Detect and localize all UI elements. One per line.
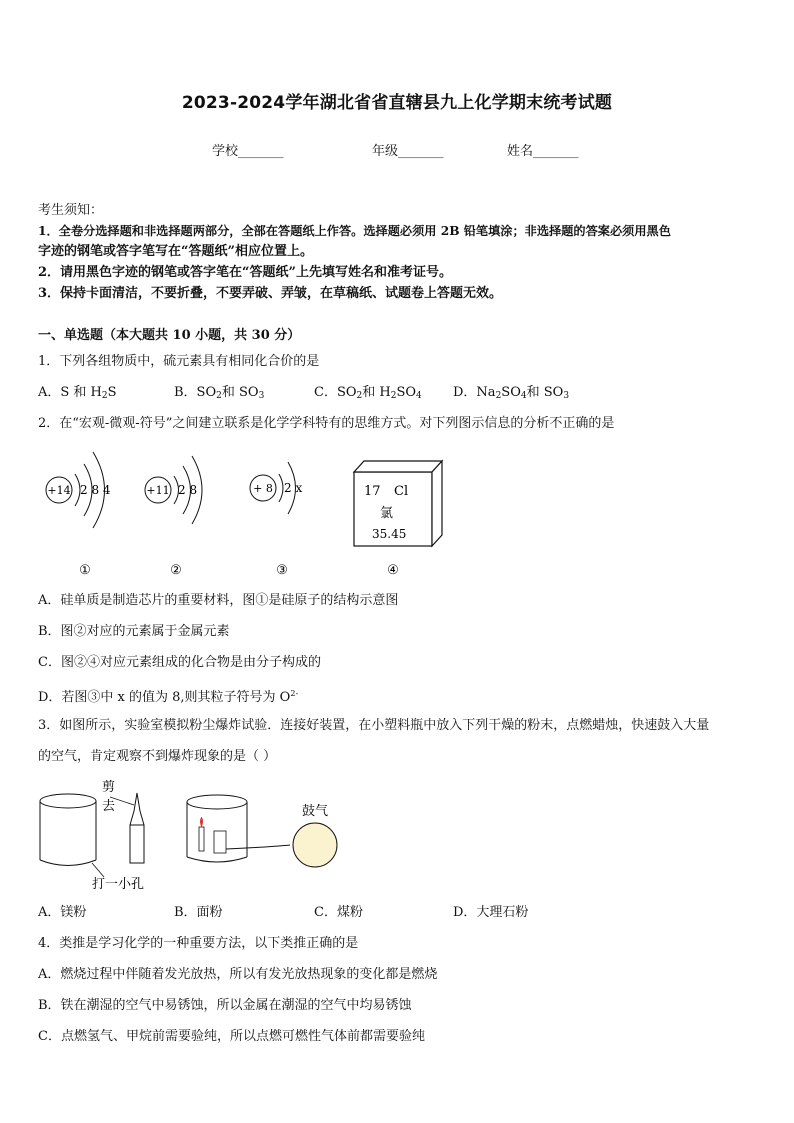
atom-diagram-silicon bbox=[46, 452, 111, 528]
atom-diagram-oxygen bbox=[250, 462, 302, 514]
figure-label-3: ③ bbox=[276, 563, 288, 578]
name-field: 姓名_______ bbox=[507, 144, 579, 159]
svg-text:+14: +14 bbox=[47, 484, 71, 497]
q3-stem-line-1: 3．如图所示，实验室模拟粉尘爆炸试验．连接好装置，在小塑料瓶中放入下列干燥的粉末，点燃蜡烛，快速鼓入大量 bbox=[38, 718, 710, 733]
q2-option-d: D．若图③中 x 的值为 8,则其粒子符号为 $O^{2-}$ bbox=[38, 689, 299, 705]
svg-text:2 x: 2 x bbox=[284, 481, 303, 495]
notice-item-3: 3．保持卡面清洁，不要折叠，不要弄破、弄皱，在草稿纸、试题卷上答题无效。 bbox=[38, 286, 503, 301]
q4-stem: 4．类推是学习化学的一种重要方法，以下类推正确的是 bbox=[38, 936, 359, 951]
q2-option-a: A．硅单质是制造芯片的重要材料，图①是硅原子的结构示意图 bbox=[38, 593, 399, 608]
label-cut-1: 剪 bbox=[102, 780, 116, 795]
q3-apparatus-figure bbox=[30, 775, 370, 900]
svg-text:17: 17 bbox=[364, 484, 381, 499]
q2-figure bbox=[30, 440, 470, 585]
label-hole: 打一小孔 bbox=[92, 877, 145, 892]
q2-option-c: C．图②④对应元素组成的化合物是由分子构成的 bbox=[38, 655, 321, 670]
q4-option-a: A．燃烧过程中伴随着发光放热，所以有发光放热现象的变化都是燃烧 bbox=[38, 967, 438, 982]
svg-text:氯: 氯 bbox=[380, 506, 394, 521]
figure-label-1: ① bbox=[79, 563, 91, 578]
q4-option-b: B．铁在潮湿的空气中易锈蚀，所以金属在潮湿的空气中均易锈蚀 bbox=[38, 998, 412, 1013]
q1-option-d: D．$Na_2SO_4$和 $SO_3$ bbox=[453, 385, 570, 401]
label-blow-air: 鼓气 bbox=[302, 804, 329, 819]
page-title: 2023-2024学年湖北省省直辖县九上化学期末统考试题 bbox=[181, 93, 613, 113]
cut-bottle-illustration bbox=[40, 794, 104, 877]
q1-stem: 1．下列各组物质中，硫元素具有相同化合价的是 bbox=[38, 354, 320, 369]
figure-label-2: ② bbox=[170, 563, 182, 578]
q3-option-b: B．面粉 bbox=[174, 905, 223, 920]
grade-field: 年级_______ bbox=[372, 144, 444, 159]
q3-stem-line-2: 的空气，肯定观察不到爆炸现象的是（ ） bbox=[38, 749, 277, 764]
notice-heading: 考生须知： bbox=[38, 203, 104, 218]
small-plastic-bottle bbox=[110, 793, 144, 863]
notice-item-1-line-1: 1．全卷分选择题和非选择题两部分，全部在答题纸上作答。选择题必须用 2B 铅笔填涂；非选择题的答案必须用黑色 bbox=[38, 224, 671, 238]
svg-text:2 8: 2 8 bbox=[178, 483, 198, 497]
svg-text:2 8 4: 2 8 4 bbox=[80, 483, 111, 497]
q3-option-d: D．大理石粉 bbox=[453, 905, 529, 920]
q1-option-a: A．S 和 $H_2S$ bbox=[38, 385, 117, 401]
notice-item-1-line-2: 字迹的钢笔或答字笔写在“答题纸”相应位置上。 bbox=[38, 244, 313, 259]
q1-option-c: C．$SO_2$和 $H_2SO_4$ bbox=[314, 385, 422, 401]
figure-label-4: ④ bbox=[387, 563, 399, 578]
label-cut-2: 去 bbox=[102, 799, 116, 814]
svg-text:+11: +11 bbox=[146, 484, 170, 497]
q2-stem: 2．在“宏观-微观-符号”之间建立联系是化学学科特有的思维方式。对下列图示信息的分析不正确的是 bbox=[38, 416, 615, 431]
periodic-element-chlorine bbox=[354, 461, 442, 546]
q3-option-a: A．镁粉 bbox=[38, 905, 87, 920]
atom-diagram-sodium bbox=[145, 456, 202, 524]
section-heading: 一、单选题（本大题共 10 小题，共 30 分） bbox=[38, 328, 301, 343]
q1-option-b: B．$SO_2$和 $SO_3$ bbox=[174, 385, 265, 401]
q3-option-c: C．煤粉 bbox=[314, 905, 363, 920]
notice-item-2: 2．请用黑色字迹的钢笔或答字笔在“答题纸”上先填写姓名和准考证号。 bbox=[38, 265, 453, 280]
svg-text:Cl: Cl bbox=[394, 484, 409, 499]
q2-option-b: B．图②对应的元素属于金属元素 bbox=[38, 624, 230, 639]
svg-text:+ 8: + 8 bbox=[253, 482, 273, 495]
svg-text:35.45: 35.45 bbox=[372, 527, 407, 541]
school-field: 学校_______ bbox=[212, 144, 284, 159]
q4-option-c: C．点燃氢气、甲烷前需要验纯，所以点燃可燃性气体前都需要验纯 bbox=[38, 1029, 425, 1044]
